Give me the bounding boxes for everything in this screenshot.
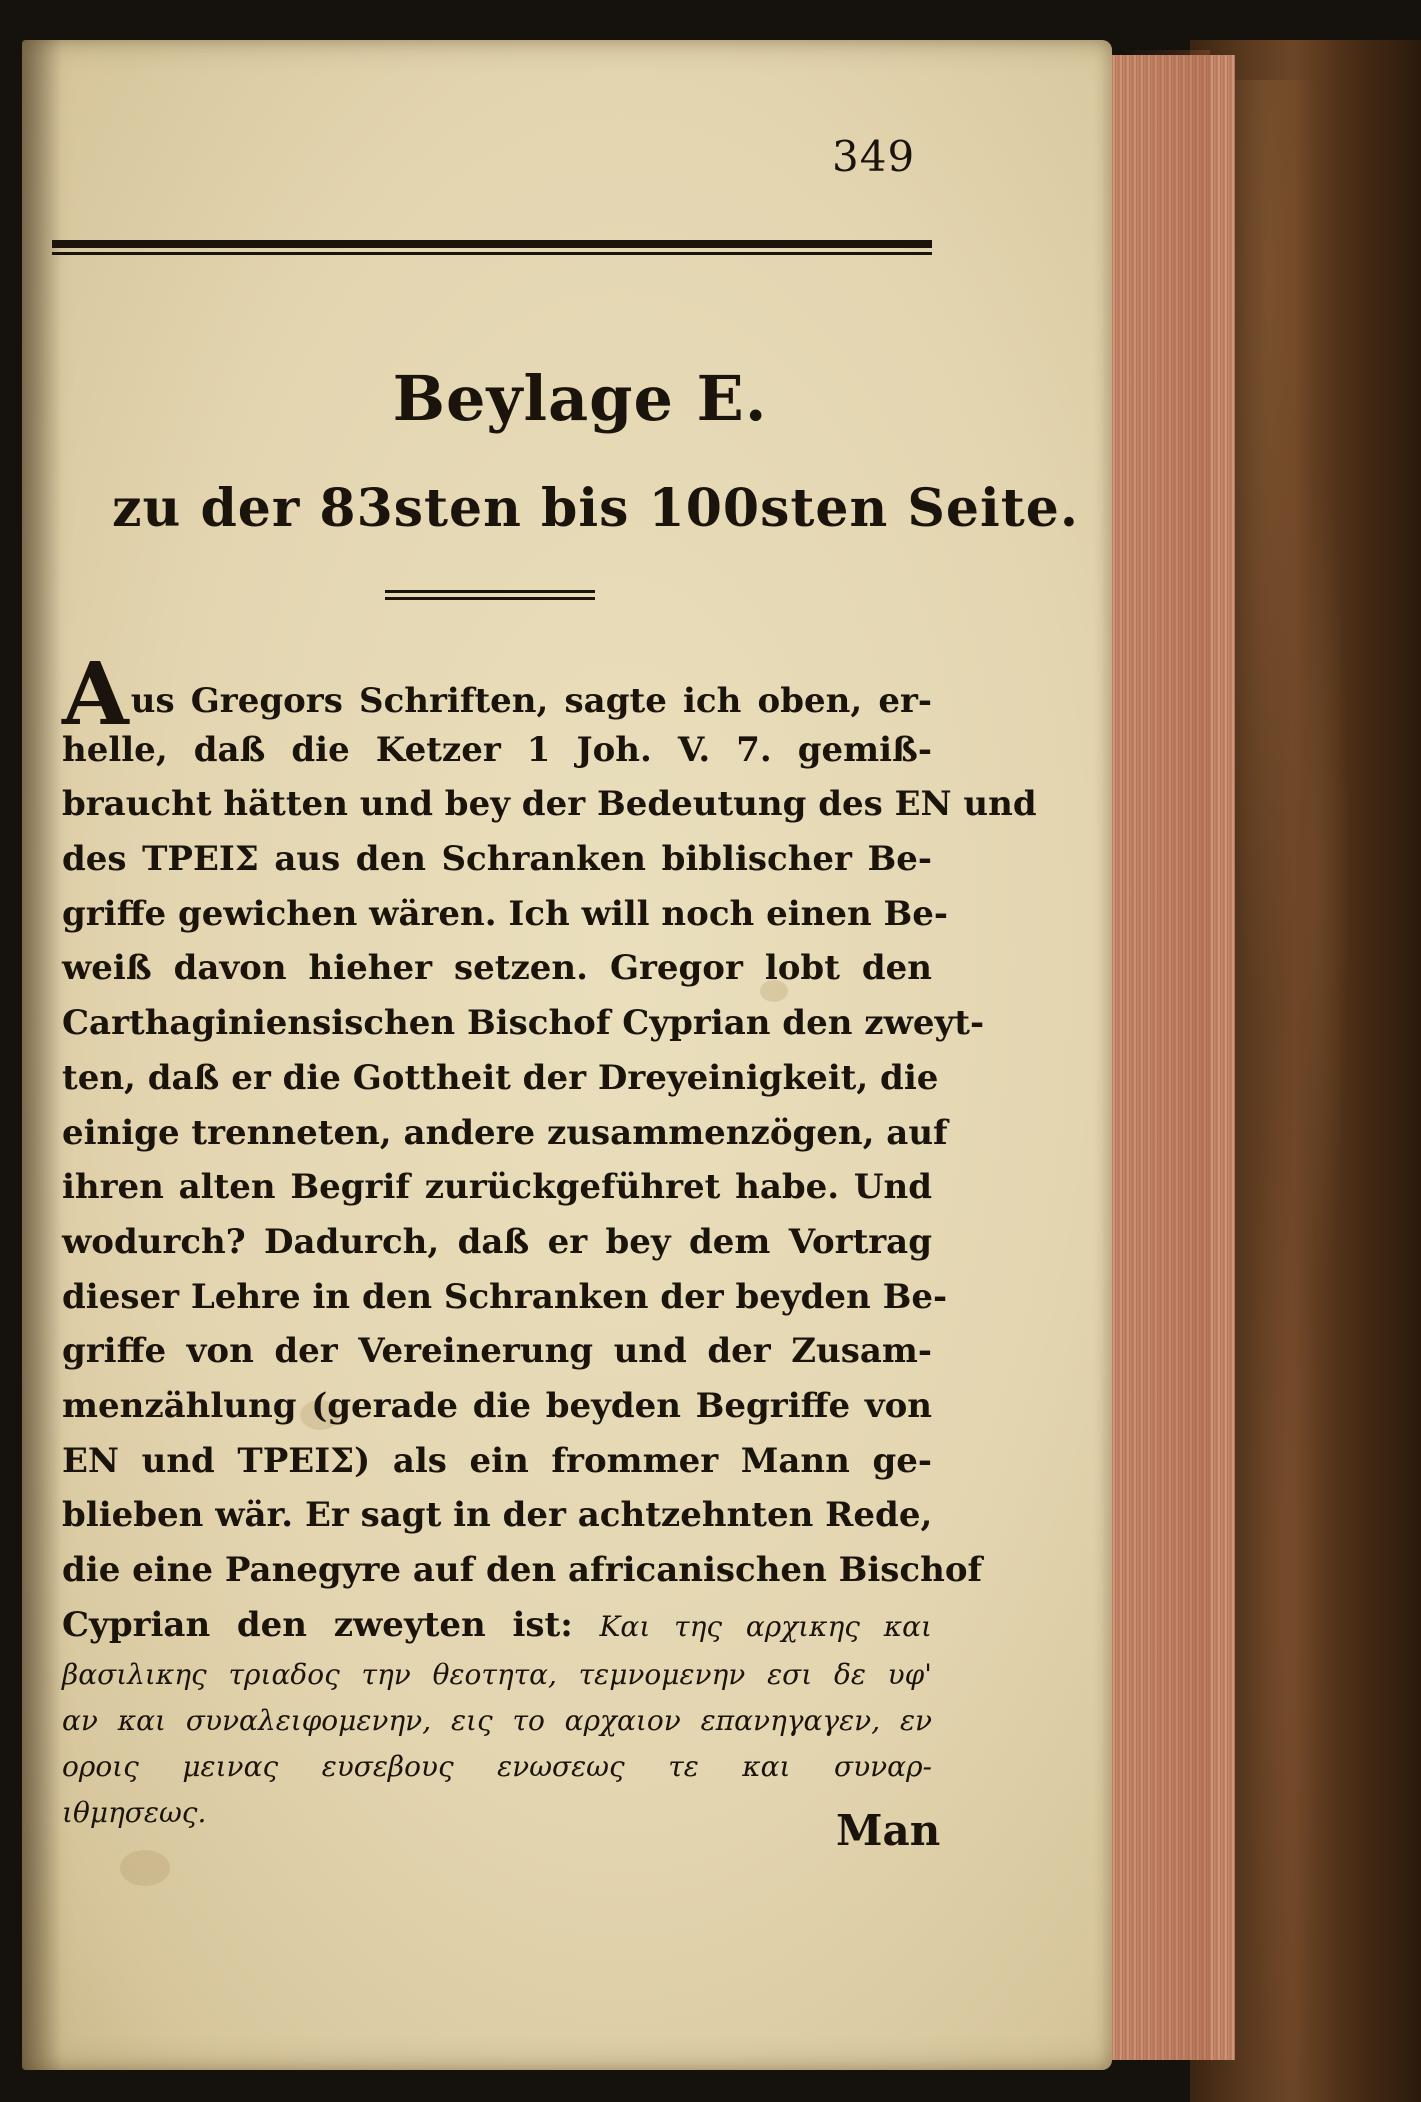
body-line: Carthaginiensischen Bischof Cyprian den zweyt- — [62, 1003, 985, 1044]
body-line: griffe gewichen wären. Ich will noch einen Be- — [62, 893, 949, 934]
body-line-german: Cyprian den zweyten ist: — [62, 1604, 573, 1645]
greek-quote-line: ιθμησεως. — [62, 1796, 207, 1830]
drop-cap: A — [62, 644, 129, 745]
body-line: griffe von der Vereinerung und der Zusam- — [62, 1331, 932, 1372]
page-subheading: zu der 83sten bis 100sten Seite. — [112, 478, 1079, 539]
body-line: dieser Lehre in den Schranken der beyden Be- — [62, 1276, 948, 1317]
body-line: einige trenneten, andere zusammenzögen, auf — [62, 1112, 948, 1153]
body-line: blieben wär. Er sagt in der achtzehnten Rede, — [62, 1495, 933, 1536]
body-line: ΕΝ und ΤΡΕΙΣ) als ein frommer Mann ge- — [62, 1440, 932, 1481]
body-text — [62, 644, 1037, 1836]
body-line: wodurch? Dadurch, daß er bey dem Vortrag — [62, 1221, 932, 1262]
body-line: menzählung (gerade die beyden Begriffe von — [62, 1385, 932, 1426]
foxing-spot — [120, 1850, 170, 1886]
body-line-mixed — [62, 1598, 932, 1653]
body-line: ten, daß er die Gottheit der Dreyeinigkeit, die — [62, 1057, 939, 1098]
greek-quote-line: αν και συναλειφομενην, εις το αρχαιον επανηγαγεν, εν — [62, 1704, 932, 1738]
body-line: braucht hätten und bey der Bedeutung des ΕΝ und — [62, 784, 1037, 825]
greek-quote-line: βασιλικης τριαδος την θεοτητα, τεμνομενην εσι δε υφ' — [62, 1658, 932, 1692]
body-line: Aus Gregors Schriften, sagte ich oben, er- — [62, 644, 932, 745]
cover-texture — [1220, 80, 1380, 2080]
header-rule — [52, 240, 932, 258]
greek-quote-line: οροις μεινας ευσεβους ενωσεως τε και συναρ- — [62, 1750, 932, 1784]
body-line: die eine Panegyre auf den africanischen Bischof — [62, 1550, 983, 1590]
page-heading: Beylage E. — [392, 362, 768, 435]
body-line: helle, daß die Ketzer 1 Joh. V. 7. gemiß- — [62, 729, 932, 770]
body-line: ihren alten Begrif zurückgeführet habe. Und — [62, 1167, 932, 1208]
body-line: weiß davon hieher setzen. Gregor lobt den — [62, 948, 932, 989]
page-number: 349 — [832, 132, 916, 181]
section-rule — [385, 590, 595, 602]
catchword: Man — [836, 1806, 941, 1855]
page-stack-shadow — [1120, 50, 1210, 2060]
page-gutter-shadow — [22, 40, 62, 2070]
body-line: des ΤΡΕΙΣ aus den Schranken biblischer Be- — [62, 839, 932, 880]
body-line-greek: Και της αρχικης και — [599, 1609, 932, 1643]
